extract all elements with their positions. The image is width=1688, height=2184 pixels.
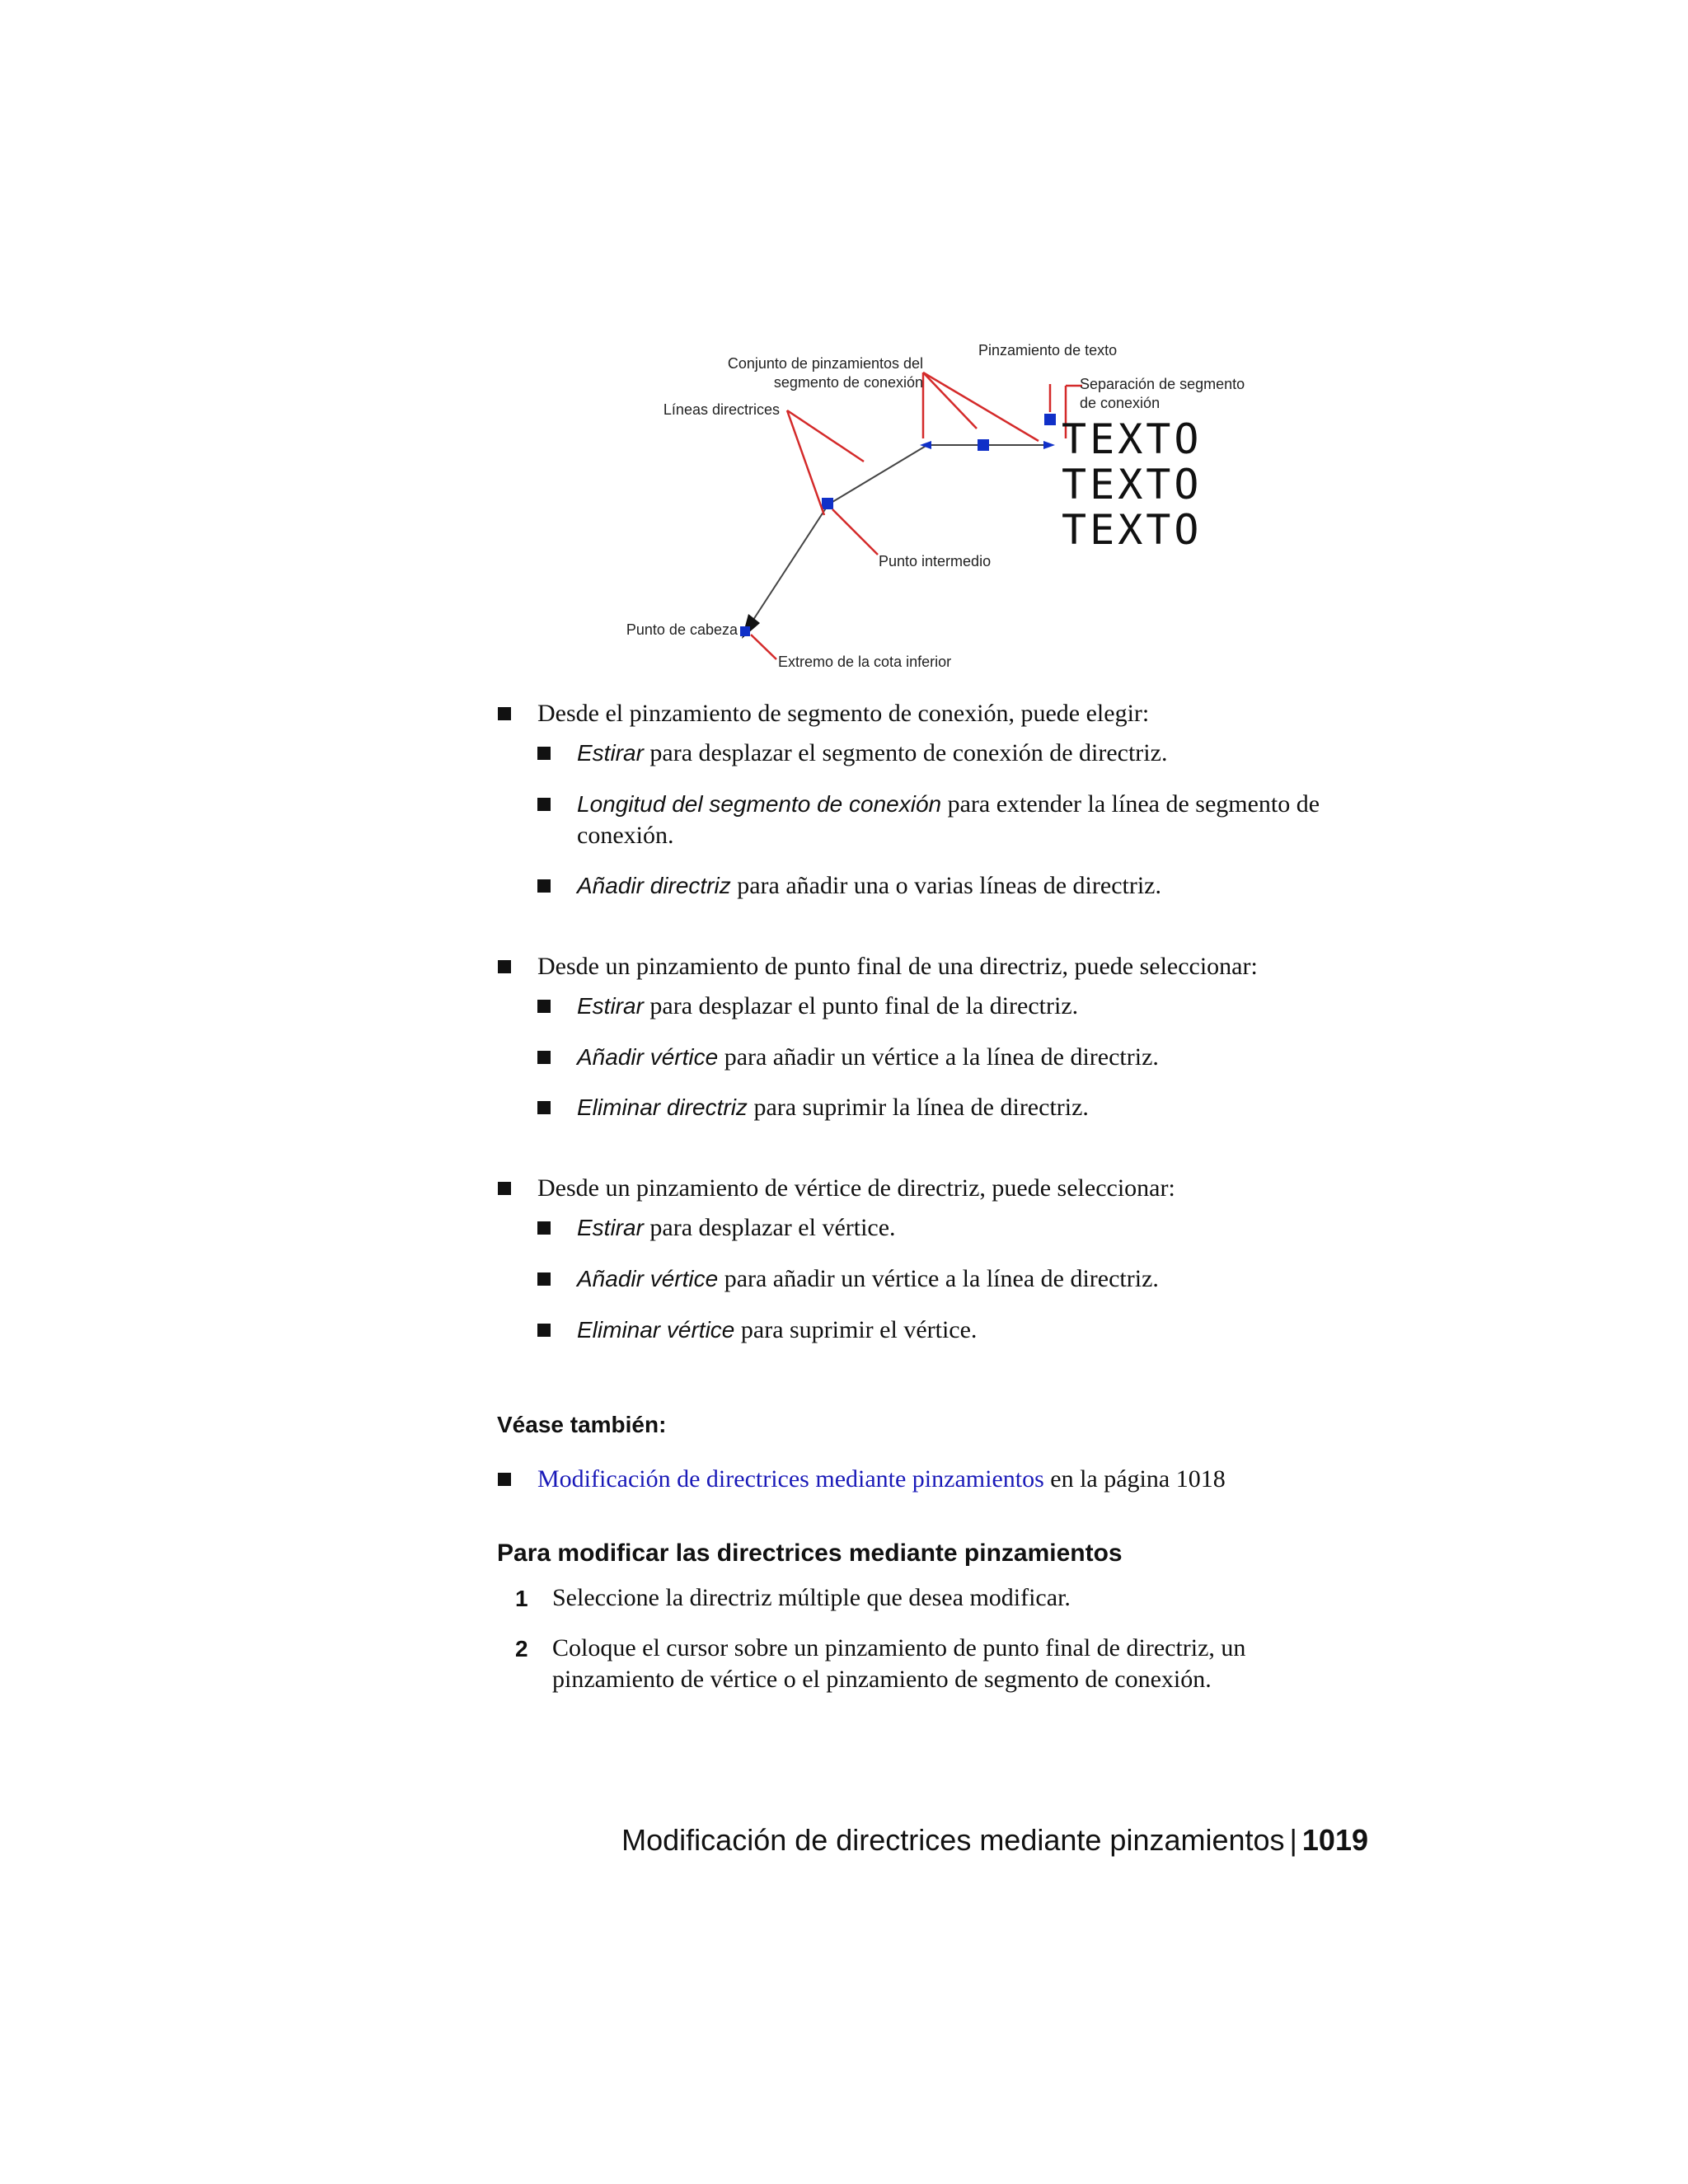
bullet-square-icon <box>537 1051 551 1064</box>
see-also-item <box>537 1464 1226 1495</box>
option-description: para desplazar el segmento de conexión de directriz. <box>643 739 1168 766</box>
sample-text-line-2: TEXTO <box>1062 461 1203 509</box>
option-term: Eliminar directriz <box>577 1094 748 1120</box>
landing-right-triangle-grip <box>1043 441 1055 449</box>
procedure-title: Para modificar las directrices mediante pinzamientos <box>497 1540 1123 1567</box>
section-3-option-1 <box>577 1212 896 1244</box>
bullet-square-icon <box>537 1324 551 1337</box>
see-also-page-ref: en la página 1018 <box>1043 1465 1226 1493</box>
option-description: para desplazar el vértice. <box>643 1214 896 1241</box>
see-also-link[interactable]: Modificación de directrices mediante pinzamientos <box>537 1465 1044 1493</box>
head-grip <box>740 626 750 636</box>
option-term: Añadir directriz <box>577 873 731 898</box>
sample-text-line-1: TEXTO <box>1062 415 1203 463</box>
step-2-text: Coloque el cursor sobre un pinzamiento de punto final de directriz, un <box>552 1634 1246 1661</box>
bullet-square-icon <box>537 747 551 760</box>
section-2-option-2 <box>577 1042 1159 1073</box>
option-description: para añadir una o varias líneas de directriz. <box>730 872 1161 899</box>
step-1-text: Seleccione la directriz múltiple que desea modificar. <box>552 1584 1071 1611</box>
footer-title: Modificación de directrices mediante pinzamientos <box>621 1823 1285 1857</box>
option-term: Estirar <box>577 993 644 1019</box>
section-2-option-1 <box>577 991 1078 1022</box>
bullet-square-icon <box>537 1000 551 1013</box>
label-midpoint: Punto intermedio <box>879 553 992 569</box>
bullet-square-icon <box>498 707 511 720</box>
text-grip <box>1044 414 1056 425</box>
step-number: 2 <box>515 1636 528 1661</box>
sample-text-line-3: TEXTO <box>1062 506 1203 554</box>
option-description: para suprimir el vértice. <box>734 1316 978 1343</box>
label-landing-grip-set-line1: Conjunto de pinzamientos del <box>727 355 923 372</box>
leader-line-lower <box>752 504 828 622</box>
bullet-square-icon <box>537 1101 551 1114</box>
label-text-grip: Pinzamiento de texto <box>978 342 1118 359</box>
option-description: para añadir un vértice a la línea de directriz. <box>718 1265 1159 1292</box>
label-leader-lines: Líneas directrices <box>663 401 780 418</box>
section-2-intro: Desde un pinzamiento de punto final de una directriz, puede seleccionar: <box>537 953 1258 980</box>
leader-line-upper <box>828 445 927 504</box>
section-1-option-1 <box>577 738 1167 769</box>
option-term: Estirar <box>577 1215 644 1240</box>
label-landing-gap-line2: de conexión <box>1080 395 1160 411</box>
page-number: 1019 <box>1301 1823 1368 1857</box>
bullet-square-icon <box>537 1221 551 1235</box>
section-1-option-3 <box>577 870 1161 902</box>
section-3-intro: Desde un pinzamiento de vértice de directriz, puede seleccionar: <box>537 1174 1175 1202</box>
step-number: 1 <box>515 1586 528 1611</box>
option-description: para desplazar el punto final de la directriz. <box>643 992 1079 1019</box>
bullet-square-icon <box>537 879 551 893</box>
option-term: Añadir vértice <box>577 1044 719 1070</box>
label-landing-grip-set-line2: segmento de conexión <box>773 374 923 391</box>
option-term: Estirar <box>577 740 644 766</box>
section-1-intro: Desde el pinzamiento de segmento de conexión, puede elegir: <box>537 700 1150 727</box>
section-3-option-3 <box>577 1315 977 1346</box>
midpoint-grip <box>822 498 833 509</box>
option-term: Eliminar vértice <box>577 1317 735 1343</box>
option-term: Añadir vértice <box>577 1266 719 1291</box>
see-also-heading: Véase también: <box>497 1412 667 1437</box>
label-head-point: Punto de cabeza <box>626 621 738 638</box>
footer-separator: | <box>1289 1823 1297 1857</box>
section-2-option-3 <box>577 1092 1089 1123</box>
page-footer <box>621 1823 1368 1858</box>
label-landing-gap <box>1080 375 1245 413</box>
landing-center-grip <box>978 439 989 451</box>
sample-mtext <box>1062 417 1203 553</box>
option-description: para extender la línea de segmento de <box>941 790 1320 818</box>
callout-lines <box>751 373 1082 659</box>
leader-grips-figure <box>610 330 1302 692</box>
section-1-option-2-cont: conexión. <box>577 822 674 849</box>
label-landing-grip-set <box>659 354 923 392</box>
bullet-square-icon <box>498 960 511 973</box>
option-description: para añadir un vértice a la línea de directriz. <box>718 1043 1159 1071</box>
option-description: para suprimir la línea de directriz. <box>747 1094 1089 1121</box>
step-2-text-cont: pinzamiento de vértice o el pinzamiento de segmento de conexión. <box>552 1666 1212 1693</box>
bullet-square-icon <box>498 1473 511 1486</box>
section-1-option-2 <box>577 789 1320 820</box>
section-3-option-2 <box>577 1263 1159 1295</box>
bullet-square-icon <box>537 1272 551 1286</box>
option-term: Longitud del segmento de conexión <box>577 791 942 817</box>
label-lower-extent: Extremo de la cota inferior <box>778 654 952 670</box>
bullet-square-icon <box>537 798 551 811</box>
bullet-square-icon <box>498 1182 511 1195</box>
label-landing-gap-line1: Separación de segmento <box>1080 376 1245 392</box>
